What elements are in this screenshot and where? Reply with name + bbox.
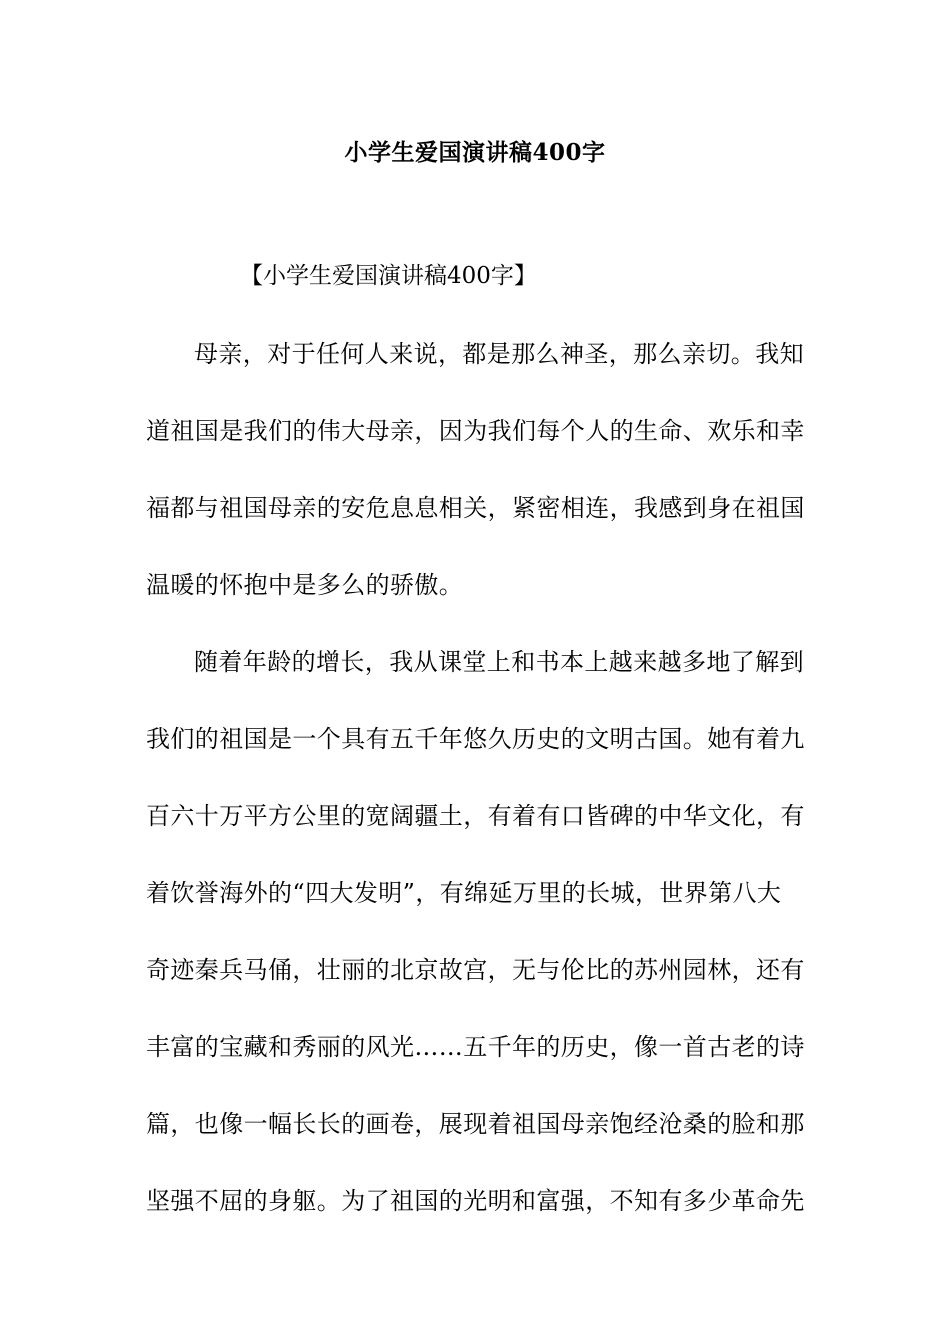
paragraph-line: 奇迹秦兵马俑，壮丽的北京故宫，无与伦比的苏州园林，还有 bbox=[146, 956, 805, 984]
document-subtitle: 【小学生爱国演讲稿400字】 bbox=[240, 263, 537, 289]
paragraph-line: 百六十万平方公里的宽阔疆土，有着有口皆碑的中华文化，有 bbox=[146, 802, 805, 830]
paragraph-line: 福都与祖国母亲的安危息息相关，紧密相连，我感到身在祖国 bbox=[146, 494, 805, 522]
paragraph-line: 母亲，对于任何人来说，都是那么神圣，那么亲切。我知 bbox=[194, 340, 804, 368]
paragraph-line: 着饮誉海外的“四大发明”，有绵延万里的长城，世界第八大 bbox=[146, 879, 782, 907]
paragraph-line: 温暖的怀抱中是多么的骄傲。 bbox=[146, 571, 464, 599]
paragraph-line: 篇，也像一幅长长的画卷，展现着祖国母亲饱经沧桑的脸和那 bbox=[146, 1110, 805, 1138]
paragraph-line: 道祖国是我们的伟大母亲，因为我们每个人的生命、欢乐和幸 bbox=[146, 417, 805, 445]
paragraph-line: 随着年龄的增长，我从课堂上和书本上越来越多地了解到 bbox=[194, 648, 804, 676]
paragraph-line: 坚强不屈的身躯。为了祖国的光明和富强，不知有多少革命先 bbox=[146, 1187, 805, 1215]
paragraph-line: 丰富的宝藏和秀丽的风光……五千年的历史，像一首古老的诗 bbox=[146, 1033, 805, 1061]
paragraph-line: 我们的祖国是一个具有五千年悠久历史的文明古国。她有着九 bbox=[146, 725, 805, 753]
document-title: 小学生爱国演讲稿400字 bbox=[344, 139, 606, 166]
